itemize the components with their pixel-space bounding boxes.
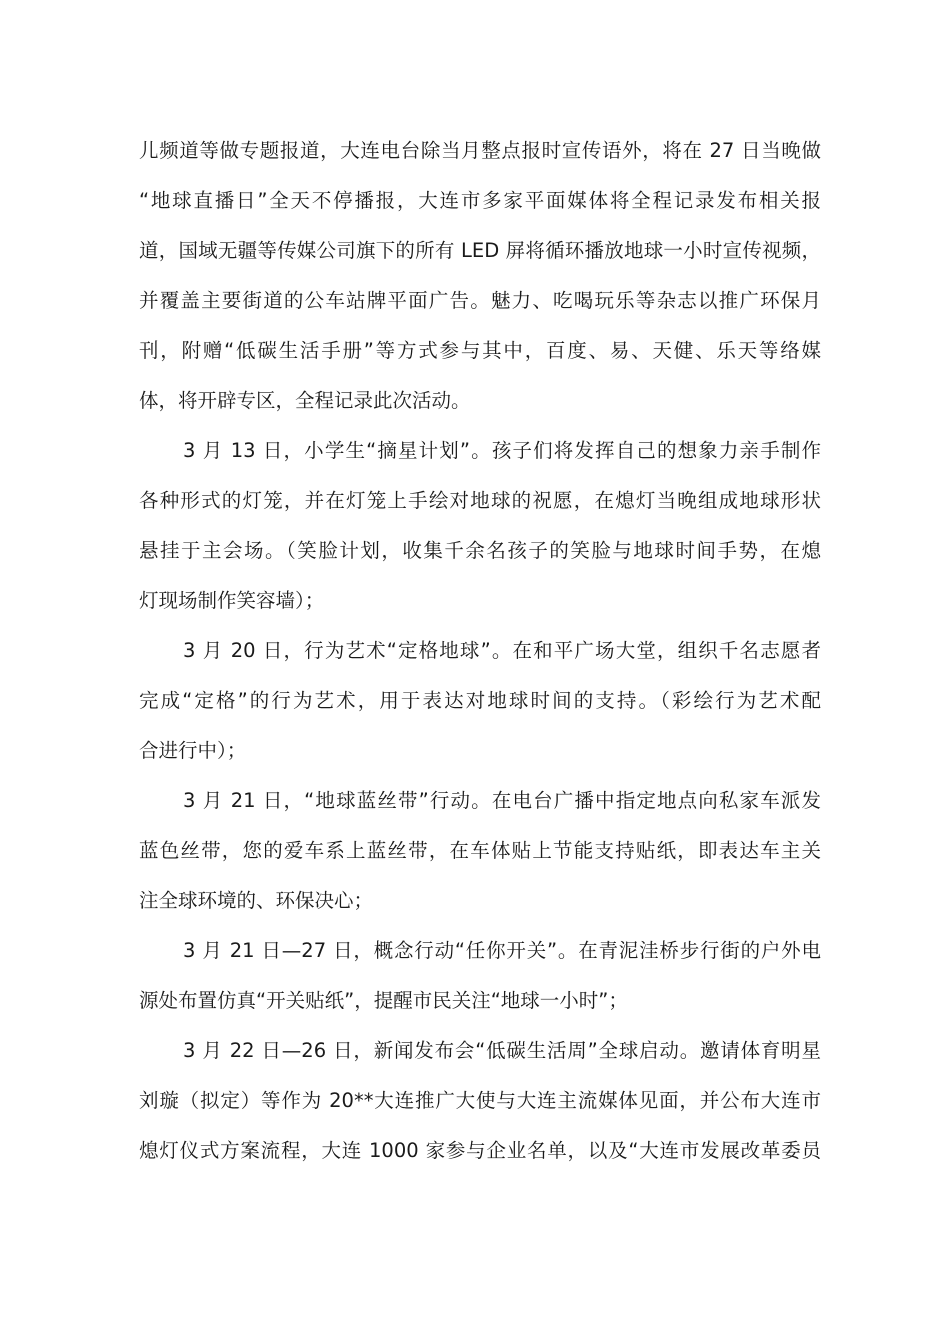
text-line: 刊，附赠“低碳生活手册”等方式参与其中，百度、易、天健、乐天等络媒 — [139, 339, 821, 362]
text-line: 3 月 21 日—27 日，概念行动“任你开关”。在青泥洼桥步行街的户外电 — [183, 939, 821, 962]
text-line: “地球直播日”全天不停播报，大连市多家平面媒体将全程记录发布相关报 — [139, 189, 821, 212]
paragraph-mar-20 — [139, 626, 821, 776]
paragraph-media-coverage — [139, 126, 821, 426]
text-line: 3 月 22 日—26 日，新闻发布会“低碳生活周”全球启动。邀请体育明星 — [183, 1039, 821, 1062]
paragraph-mar-22-26 — [139, 1026, 821, 1176]
text-line: 3 月 21 日，“地球蓝丝带”行动。在电台广播中指定地点向私家车派发 — [183, 789, 821, 812]
text-line: 刘璇（拟定）等作为 20**大连推广大使与大连主流媒体见面，并公布大连市 — [139, 1089, 821, 1112]
paragraph-mar-21-27 — [139, 926, 821, 1026]
text-line: 道，国域无疆等传媒公司旗下的所有 LED 屏将循环播放地球一小时宣传视频， — [139, 239, 821, 262]
paragraph-mar-21 — [139, 776, 821, 926]
text-line: 儿频道等做专题报道，大连电台除当月整点报时宣传语外，将在 27 日当晚做 — [139, 139, 821, 162]
text-line: 注全球环境的、环保决心； — [139, 889, 374, 912]
text-line: 源处布置仿真“开关贴纸”，提醒市民关注“地球一小时”； — [139, 989, 628, 1012]
text-line: 灯现场制作笑容墙）； — [139, 589, 325, 612]
text-line: 体，将开辟专区，全程记录此次活动。 — [139, 389, 471, 412]
body-text — [139, 126, 821, 1176]
text-line: 蓝色丝带，您的爱车系上蓝丝带，在车体贴上节能支持贴纸，即表达车主关 — [139, 839, 821, 862]
text-line: 各种形式的灯笼，并在灯笼上手绘对地球的祝愿，在熄灯当晚组成地球形状 — [139, 489, 821, 512]
text-line: 3 月 13 日，小学生“摘星计划”。孩子们将发挥自己的想象力亲手制作 — [183, 439, 821, 462]
text-line: 3 月 20 日，行为艺术“定格地球”。在和平广场大堂，组织千名志愿者 — [183, 639, 821, 662]
text-line: 熄灯仪式方案流程，大连 1000 家参与企业名单，以及“大连市发展改革委员 — [139, 1139, 821, 1162]
text-line: 并覆盖主要街道的公车站牌平面广告。魅力、吃喝玩乐等杂志以推广环保月 — [139, 289, 821, 312]
text-line: 完成“定格”的行为艺术，用于表达对地球时间的支持。（彩绘行为艺术配 — [139, 689, 821, 712]
text-line: 合进行中）； — [139, 739, 247, 762]
text-line: 悬挂于主会场。（笑脸计划，收集千余名孩子的笑脸与地球时间手势，在熄 — [139, 539, 821, 562]
paragraph-mar-13 — [139, 426, 821, 626]
